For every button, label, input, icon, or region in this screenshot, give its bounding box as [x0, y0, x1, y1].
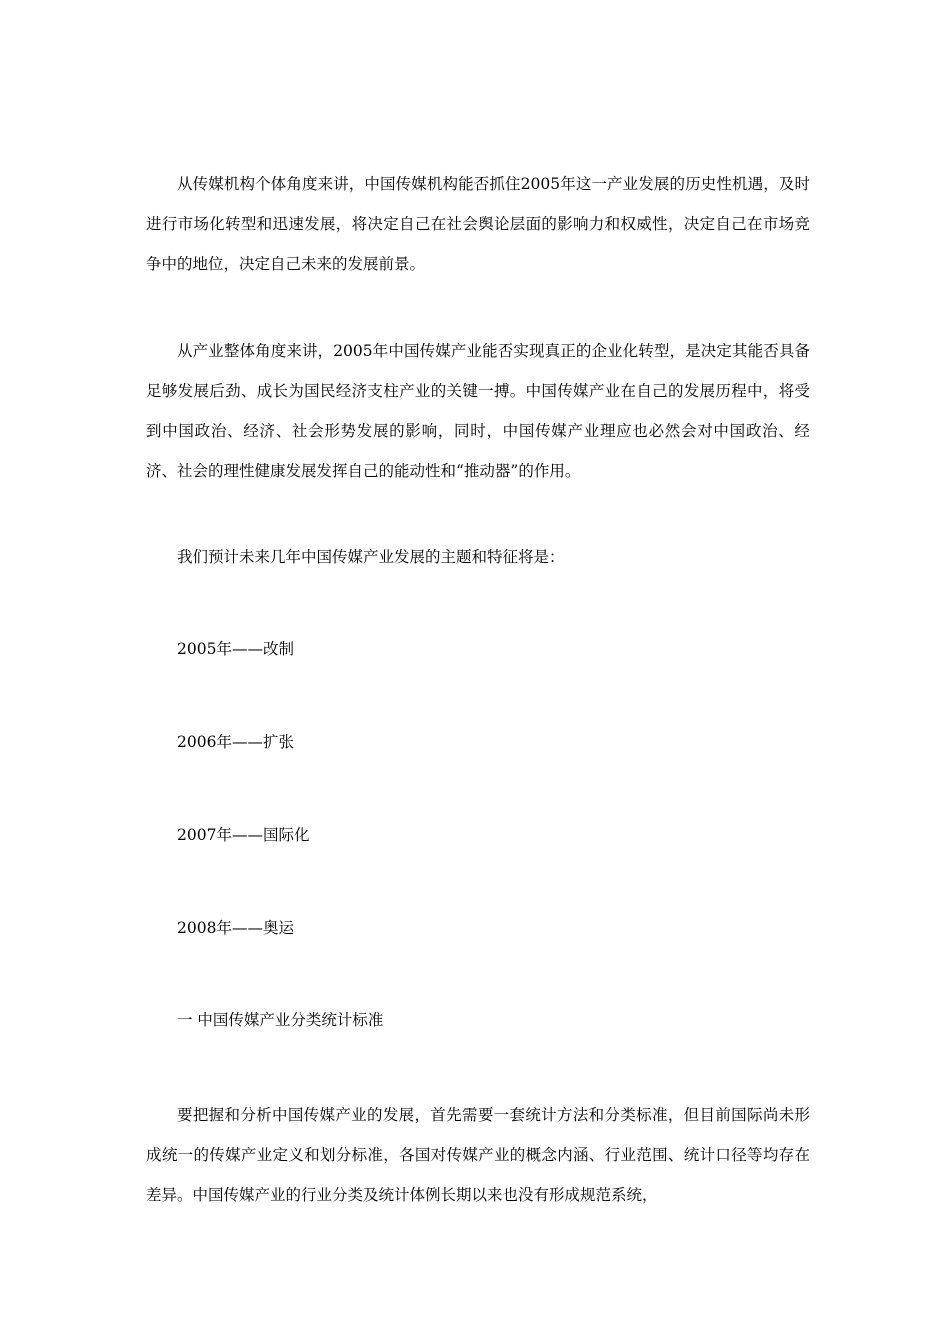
- paragraph-forecast-intro: 我们预计未来几年中国传媒产业发展的主题和特征将是：: [177, 548, 565, 566]
- section-heading: 一 中国传媒产业分类统计标准: [177, 1011, 384, 1029]
- timeline-item-2005: 2005年——改制: [177, 640, 294, 658]
- timeline-item-2007: 2007年——国际化: [177, 826, 310, 844]
- paragraph-classification-standard: 要把握和分析中国传媒产业的发展，首先需要一套统计方法和分类标准，但目前国际尚未形成统一的传媒产业定义和划分标准，各国对传媒产业的概念内涵、行业范围、统计口径等均存在差异。中国传媒产业的行业分类及统计体例长期以来也没有形成规范系统，: [146, 1106, 810, 1204]
- timeline-item-2008: 2008年——奥运: [177, 919, 294, 937]
- timeline-item-2006: 2006年——扩张: [177, 733, 294, 751]
- paragraph-industry-overall: 从产业整体角度来讲，2005年中国传媒产业能否实现真正的企业化转型，是决定其能否具备足够发展后劲、成长为国民经济支柱产业的关键一搏。中国传媒产业在自己的发展历程中，将受到中国政治、经济、社会形势发展的影响，同时，中国传媒产业理应也必然会对中国政治、经济、社会的理性健康发展发挥自己的能动性和“推动器”的作用。: [146, 342, 810, 480]
- paragraph-media-institution: 从传媒机构个体角度来讲，中国传媒机构能否抓住2005年这一产业发展的历史性机遇，及时进行市场化转型和迅速发展，将决定自己在社会舆论层面的影响力和权威性，决定自己在市场竞争中的地位，决定自己未来的发展前景。: [146, 175, 810, 273]
